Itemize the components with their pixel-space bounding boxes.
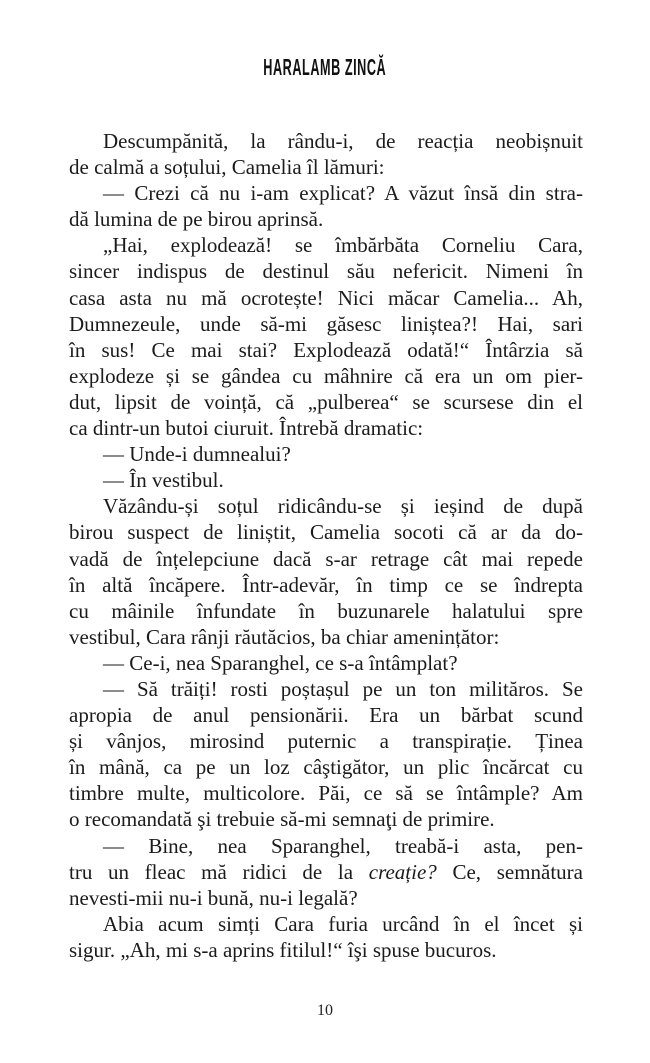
page-number: 10 (317, 1002, 333, 1019)
text-line: explodeze și se gândea cu mâhnire că era un om pier- (69, 363, 583, 388)
text-line: nevesti-mii nu-i bună, nu-i legală? (69, 885, 358, 910)
text-line: vestibul, Cara rânji răutăcios, ba chiar amenințător: (69, 624, 500, 649)
text-line: — Crezi că nu i-am explicat? A văzut însă din stra- (103, 181, 583, 206)
text-line: apropia de anul pensionării. Era un bărbat scund (69, 703, 583, 728)
text-line: dut, lipsit de voință, că „pulberea“ se scursese din el (69, 389, 583, 414)
text-line: de calmă a soțului, Camelia îl lămuri: (69, 155, 385, 180)
text-line: — În vestibul. (103, 468, 224, 493)
text-line: și vânjos, mirosind puternic a transpirație. Ținea (69, 729, 583, 754)
author-name: HARALAMB ZINCĂ (263, 54, 387, 80)
text-line: o recomandată şi trebuie să-mi semnaţi de primire. (69, 807, 495, 832)
text-segment: tru un fleac mă ridici de la (69, 859, 369, 884)
text-block (69, 128, 583, 963)
text-line (69, 859, 583, 885)
text-line: sigur. „Ah, mi s-a aprins fitilul!“ îşi spuse bucuros. (69, 937, 497, 962)
text-line: „Hai, explodează! se îmbărbăta Corneliu Cara, (103, 233, 583, 258)
text-line: — Să trăiți! rosti poștașul pe un ton milităros. Se (103, 676, 583, 701)
text-line: casa asta nu mă ocrotește! Nici măcar Camelia... Ah, (69, 285, 583, 310)
text-line: sincer indispus de destinul său nefericit. Nimeni în (69, 259, 583, 284)
running-header (0, 56, 650, 80)
text-line: Abia acum simți Cara furia urcând în el încet și (103, 911, 583, 936)
italic-word: creație? (368, 859, 437, 884)
text-line: cu mâinile înfundate în buzunarele halatului spre (69, 598, 583, 623)
text-line: — Ce-i, nea Sparanghel, ce s-a întâmplat? (103, 650, 458, 675)
text-line: timbre multe, multicolore. Păi, ce să se întâmple? Am (69, 781, 583, 806)
text-line: în mână, ca pe un loz câştigător, un plic încărcat cu (69, 755, 583, 780)
text-line: — Bine, nea Sparanghel, treabă-i asta, pen- (103, 833, 583, 858)
text-line: Descumpănită, la rându-i, de reacția neobișnuit (103, 129, 583, 153)
text-line: birou suspect de liniștit, Camelia socoti că ar da do- (69, 520, 583, 545)
text-line: Dumnezeule, unde să-mi găsesc liniștea?! Hai, sari (69, 311, 583, 336)
text-line: vadă de înțelepciune dacă s-ar retrage cât mai repede (69, 546, 583, 571)
text-line: Văzându-și soțul ridicându-se și ieșind de după (103, 494, 583, 519)
text-line: — Unde-i dumnealui? (103, 442, 291, 467)
text-line: în altă încăpere. Într-adevăr, în timp ce se îndrepta (69, 572, 583, 597)
text-line: ca dintr-un butoi ciuruit. Întrebă dramatic: (69, 416, 424, 441)
text-line: în sus! Ce mai stai? Explodează odată!“ Întârzia să (69, 337, 583, 362)
text-line: dă lumina de pe birou aprinsă. (69, 207, 324, 232)
text-segment: Ce, semnătura (436, 859, 583, 884)
